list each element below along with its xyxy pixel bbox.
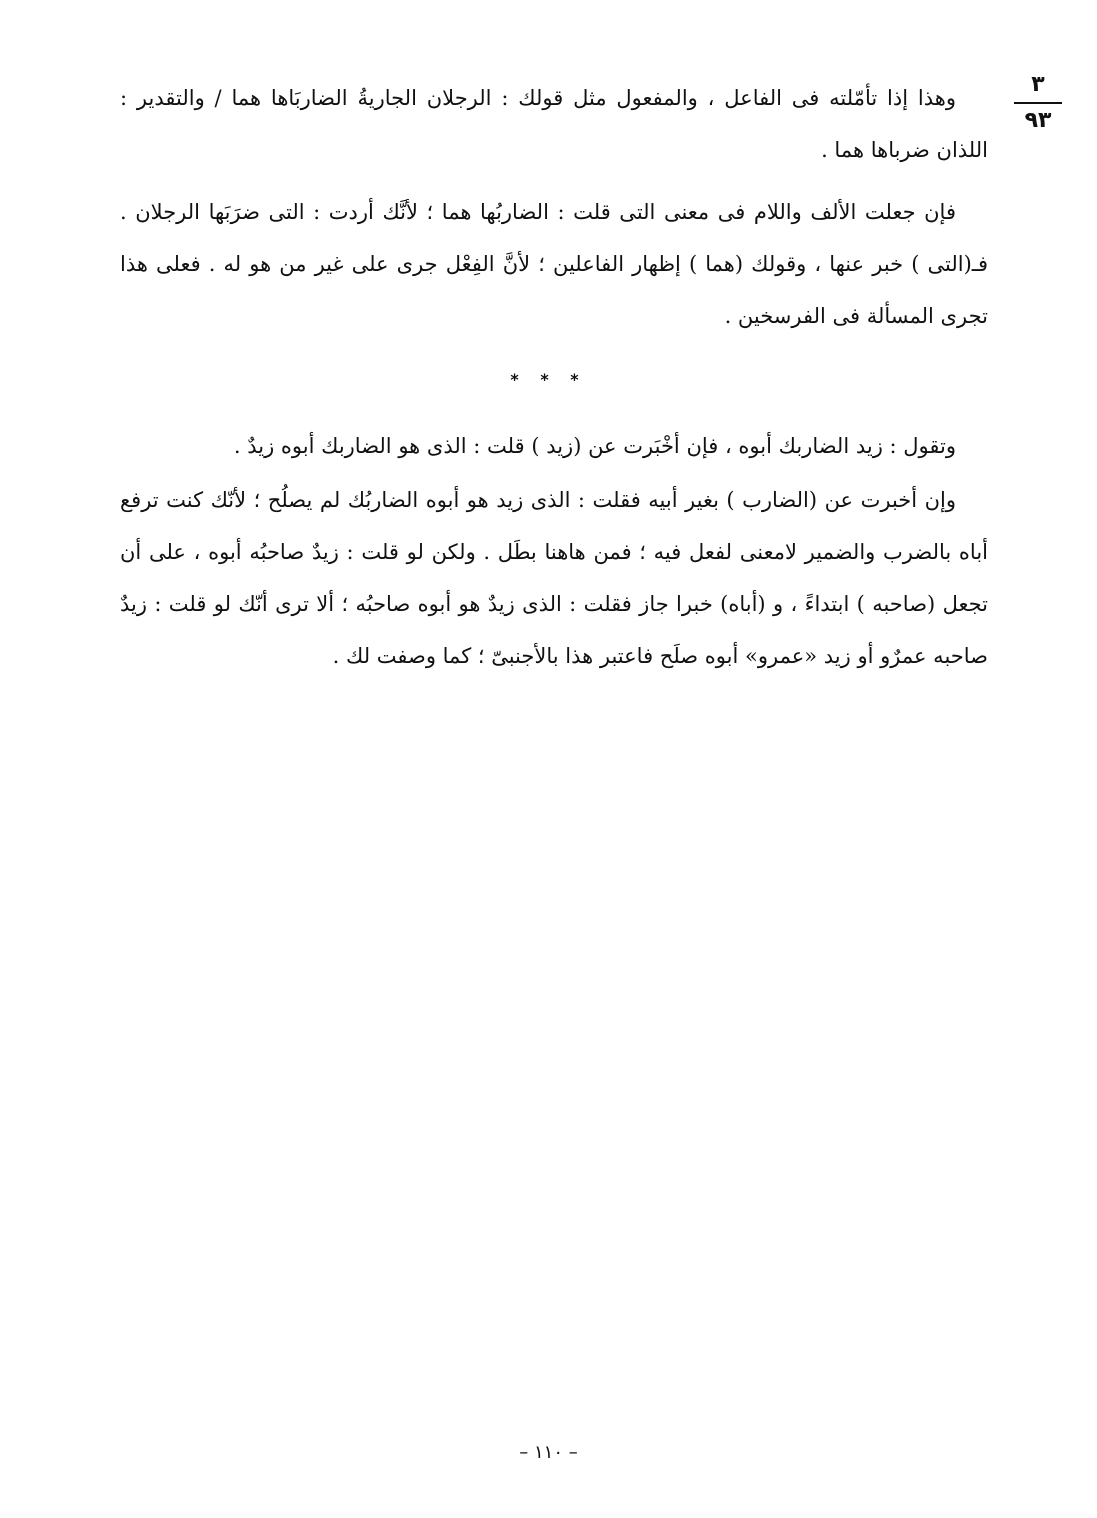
paragraph-2: فإن جعلت الألف واللام فى معنى التى قلت : الضاربُها هما ؛ لأنَّك أردت : التى ضرَبَها الرجلان . فـ(التى ) خبر عنها ، وقولك (هما ) إظهار الفاعلين ؛ لأنَّ الفِعْل جرى على غير من هو له . فعلى هذا تجرى المسألة فى الفرسخين . xyxy=(120,200,988,328)
margin-reference-bottom: ٩٣ xyxy=(1024,108,1052,133)
paragraph-1-container xyxy=(120,72,988,176)
section-separator: * * * xyxy=(510,370,587,389)
margin-reference xyxy=(1012,70,1064,136)
paragraph-1: وهذا إذا تأمّلته فى الفاعل ، والمفعول مثل قولك : الرجلان الجاريةُ الضاربَاها هما / والتقدير : اللذان ضرباها هما . xyxy=(120,86,988,162)
paragraph-4-container xyxy=(120,474,988,682)
page-number: – ١١٠ – xyxy=(519,1442,578,1463)
paragraph-4: وإن أخبرت عن (الضارب ) بغير أبيه فقلت : الذى زيد هو أبوه الضاربُك لم يصلُح ؛ لأنّك كنت ترفع أباه بالضرب والضمير لامعنى لفعل فيه ؛ فمن هاهنا بطَل . ولكن لو قلت : زيدٌ صاحبُه أبوه ، على أن تجعل (صاحبه ) ابتداءً ، و (أباه) خبرا جاز فقلت : الذى زيدٌ هو أبوه صاحبُه ؛ ألا ترى أنّك لو قلت : زيدٌ صاحبه عمرٌو أو زيد «عمرو» أبوه صلَح فاعتبر هذا بالأجنبىّ ؛ كما وصفت لك . xyxy=(120,488,988,668)
margin-reference-top: ٣ xyxy=(1031,72,1045,97)
paragraph-3: وتقول : زيد الضاربك أبوه ، فإن أخْبَرت عن (زيد ) قلت : الذى هو الضاربك أبوه زيدٌ . xyxy=(233,434,956,458)
paragraph-2-container xyxy=(120,186,988,342)
paragraph-3-container xyxy=(120,420,988,472)
margin-reference-rule xyxy=(1014,102,1062,104)
